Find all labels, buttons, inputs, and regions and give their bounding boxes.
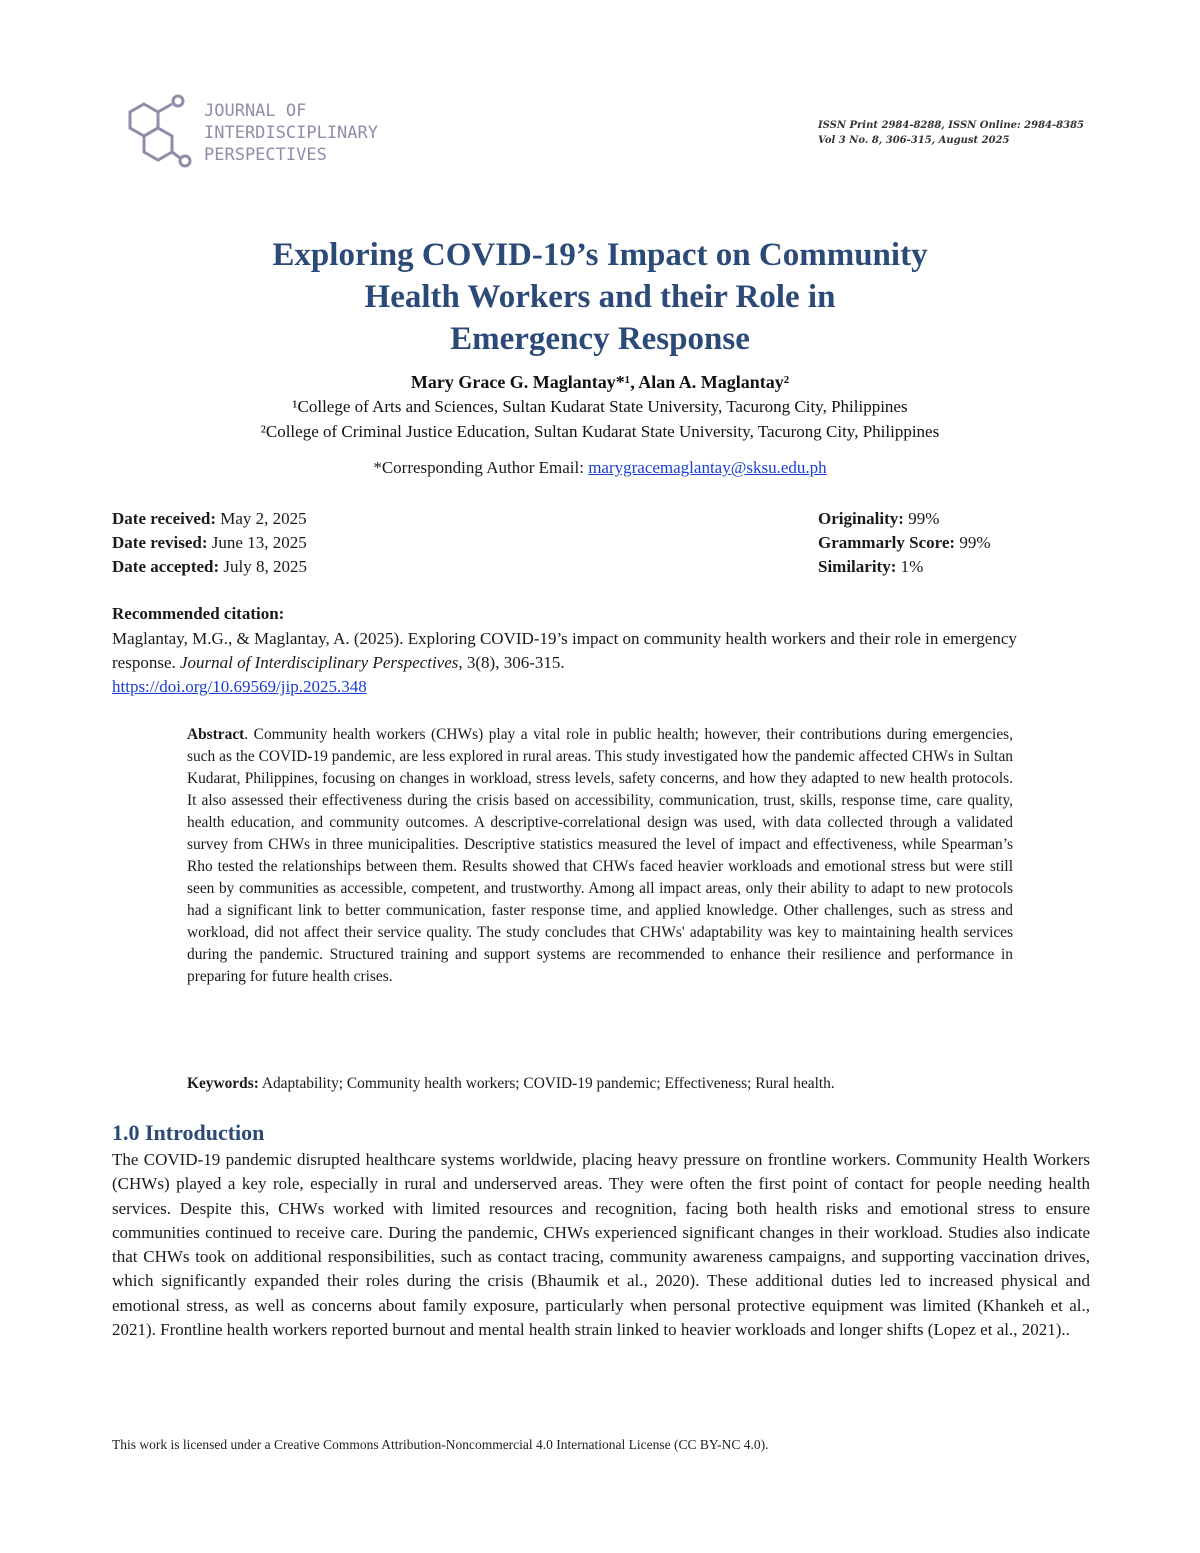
section-heading-introduction: 1.0 Introduction: [112, 1120, 265, 1145]
date-received: [112, 507, 307, 531]
journal-logo: [126, 92, 386, 172]
originality: [818, 507, 990, 531]
abstract: [187, 724, 1013, 988]
originality-value: 99%: [903, 509, 940, 528]
citation-part-2: 3(8), 306-315.: [462, 653, 565, 672]
keywords-text: Adaptability; Community health workers; COVID-19 pandemic; Effectiveness; Rural health.: [258, 1075, 835, 1092]
date-accepted-value: July 8, 2025: [219, 557, 307, 576]
logo-line-2: INTERDISCIPLINARY: [204, 123, 378, 143]
date-revised: [112, 531, 307, 555]
email-label: *Corresponding Author Email:: [373, 458, 589, 477]
grammarly-value: 99%: [955, 533, 991, 552]
grammarly-label: Grammarly Score:: [818, 533, 956, 552]
date-accepted: [112, 555, 307, 579]
dates-block: [112, 507, 307, 579]
originality-label: Originality:: [818, 509, 904, 528]
paper-title: [100, 234, 1100, 360]
title-line-1: Exploring COVID-19’s Impact on Community: [272, 237, 928, 273]
title-line-2: Health Workers and their Role in: [364, 279, 836, 315]
logo-line-1: JOURNAL OF: [204, 101, 307, 121]
issn-info: [818, 118, 1148, 148]
issn-line: ISSN Print 2984-8288, ISSN Online: 2984-8385: [818, 120, 1084, 131]
abstract-text: . Community health workers (CHWs) play a vital role in public health; however, their contributions during emergencies, such as the COVID-19 pandemic, are less explored in rural areas. This study investigated how the pandemic affected CHWs in Sultan Kudarat, Philippines, focusing on changes in workload, stress levels, safety concerns, and how they adapted to new health protocols. It also assessed their effectiveness during the crisis based on accessibility, communication, trust, skills, response time, care quality, health education, and community outcomes. A descriptive-correlational design was used, with data collected through a validated survey from CHWs in three municipalities. Descriptive statistics measured the level of impact and effectiveness, while Spearman’s Rho tested the relationships between them. Results showed that CHWs faced heavier workloads and emotional stress but were still seen by communities as accessible, competent, and trustworthy. Among all impact areas, only their ability to adapt to new protocols had a significant link to better communication, faster response time, and applied knowledge. Other challenges, such as stress and workload, did not affect their service quality. The study concludes that CHWs' adaptability was key to maintaining health services during the pandemic. Structured training and support systems are recommended to enhance their resilience and performance in preparing for future health crises.: [187, 726, 1013, 985]
citation-text: [112, 627, 1072, 699]
author-names: Mary Grace G. Maglantay*¹, Alan A. Maglantay²: [410, 372, 790, 392]
citation-journal: Journal of Interdisciplinary Perspectives,: [179, 653, 463, 672]
introduction-text: The COVID-19 pandemic disrupted healthcare systems worldwide, placing heavy pressure on frontline workers. Community Health Workers (CHWs) played a key role, especially in rural and underserved areas. They were often the first point of contact for people needing health services. Despite this, CHWs worked with limited resources and recognition, facing both health risks and emotional stress to ensure communities continued to receive care. During the pandemic, CHWs experienced significant changes in their workload. Studies also indicate that CHWs took on additional responsibilities, such as contact tracing, community awareness campaigns, and supporting vaccination drives, which significantly expanded their roles during the crisis (Bhaumik et al., 2020). These additional duties led to increased physical and emotional stress, as well as concerns about family exposure, particularly when personal protective equipment was limited (Khankeh et al., 2021). Frontline health workers reported burnout and mental health strain linked to heavier workloads and longer shifts (Lopez et al., 2021)..: [112, 1150, 1090, 1340]
citation-heading: Recommended citation:: [112, 604, 285, 623]
keywords-label: Keywords:: [187, 1075, 259, 1092]
affiliation-1: ¹College of Arts and Sciences, Sultan Kudarat State University, Tacurong City, Philippines: [292, 397, 908, 416]
date-revised-label: Date revised:: [112, 533, 208, 552]
date-received-value: May 2, 2025: [216, 509, 307, 528]
keywords: [187, 1073, 1013, 1095]
scores-block: [818, 507, 990, 579]
corresponding-email: [100, 458, 1100, 478]
similarity: [818, 555, 990, 579]
license-footer: This work is licensed under a Creative Commons Attribution-Noncommercial 4.0 International License (CC BY-NC 4.0).: [112, 1437, 769, 1452]
affiliation-2: ²College of Criminal Justice Education, Sultan Kudarat State University, Tacurong City, Philippines: [260, 422, 940, 441]
hexagon-molecule-icon: [126, 92, 198, 172]
date-revised-value: June 13, 2025: [207, 533, 307, 552]
journal-logo-text: [204, 100, 378, 166]
citation-part-1: Maglantay, M.G., & Maglantay, A. (2025). Exploring COVID-19’s impact on community health workers and their role in emergency response.: [112, 629, 1017, 672]
abstract-label: Abstract: [187, 726, 245, 743]
volume-line: Vol 3 No. 8, 306-315, August 2025: [818, 135, 1010, 146]
similarity-value: 1%: [896, 557, 924, 576]
title-line-3: Emergency Response: [450, 321, 750, 357]
logo-line-3: PERSPECTIVES: [204, 145, 327, 165]
grammarly-score: [818, 531, 990, 555]
date-received-label: Date received:: [112, 509, 216, 528]
doi-link[interactable]: https://doi.org/10.69569/jip.2025.348: [112, 677, 367, 696]
date-accepted-label: Date accepted:: [112, 557, 220, 576]
email-link[interactable]: marygracemaglantay@sksu.edu.ph: [588, 458, 827, 477]
similarity-label: Similarity:: [818, 557, 897, 576]
